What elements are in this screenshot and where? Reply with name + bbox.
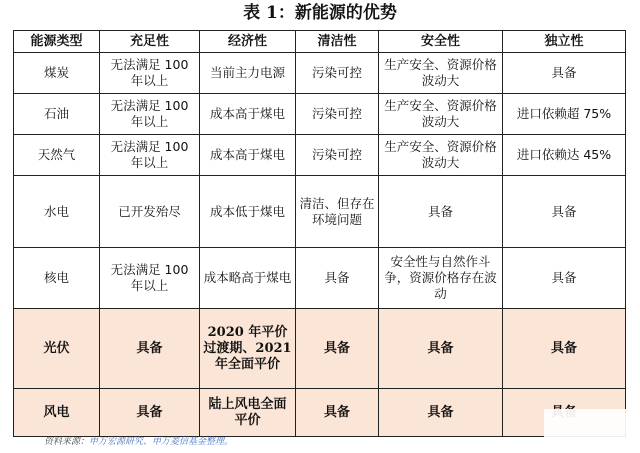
source-orgs: 申万宏源研究、申万菱信基金整理。 <box>89 437 234 447</box>
cell-sufficiency: 具备 <box>100 389 200 437</box>
cell-independence: 具备 <box>503 53 626 94</box>
cell-sufficiency: 无法满足 100 年以上 <box>100 53 200 94</box>
cell-independence: 具备 <box>503 176 626 248</box>
cell-cleanliness: 清洁、但存在环境问题 <box>296 176 379 248</box>
cell-sufficiency: 无法满足 100 年以上 <box>100 94 200 135</box>
cell-safety: 安全性与自然作斗争，资源价格存在波动 <box>379 248 503 309</box>
energy-advantages-table <box>13 30 626 437</box>
cell-economy: 成本高于煤电 <box>200 94 296 135</box>
header-economy: 经济性 <box>200 31 296 53</box>
cell-economy: 陆上风电全面平价 <box>200 389 296 437</box>
cell-cleanliness: 具备 <box>296 309 379 389</box>
cell-economy: 成本略高于煤电 <box>200 248 296 309</box>
cell-safety: 具备 <box>379 176 503 248</box>
cell-type: 石油 <box>14 94 100 135</box>
cell-type: 核电 <box>14 248 100 309</box>
cell-cleanliness: 污染可控 <box>296 94 379 135</box>
cell-economy: 成本低于煤电 <box>200 176 296 248</box>
cell-safety: 生产安全、资源价格波动大 <box>379 135 503 176</box>
cell-safety: 具备 <box>379 309 503 389</box>
watermark-cover <box>544 409 636 445</box>
table-row-highlighted <box>14 389 626 437</box>
cell-type: 煤炭 <box>14 53 100 94</box>
cell-safety: 生产安全、资源价格波动大 <box>379 94 503 135</box>
cell-economy: 2020 年平价过渡期、2021 年全面平价 <box>200 309 296 389</box>
header-energy-type: 能源类型 <box>14 31 100 53</box>
cell-cleanliness: 具备 <box>296 389 379 437</box>
cell-independence: 进口依赖超 75% <box>503 94 626 135</box>
table-title: 表 1：新能源的优势 <box>243 3 397 23</box>
cell-cleanliness: 污染可控 <box>296 53 379 94</box>
cell-type: 光伏 <box>14 309 100 389</box>
cell-sufficiency: 无法满足 100 年以上 <box>100 135 200 176</box>
cell-type: 天然气 <box>14 135 100 176</box>
cell-independence: 具备 <box>503 309 626 389</box>
table-row <box>14 94 626 135</box>
table-row-highlighted <box>14 309 626 389</box>
header-independence: 独立性 <box>503 31 626 53</box>
cell-sufficiency: 已开发殆尽 <box>100 176 200 248</box>
table-row <box>14 53 626 94</box>
table-row <box>14 248 626 309</box>
header-cleanliness: 清洁性 <box>296 31 379 53</box>
header-sufficiency: 充足性 <box>100 31 200 53</box>
source-prefix: 资料来源： <box>44 437 90 447</box>
cell-safety: 具备 <box>379 389 503 437</box>
table-header-row <box>14 31 626 53</box>
table-row <box>14 135 626 176</box>
cell-economy: 成本高于煤电 <box>200 135 296 176</box>
header-safety: 安全性 <box>379 31 503 53</box>
cell-cleanliness: 污染可控 <box>296 135 379 176</box>
cell-independence: 进口依赖达 45% <box>503 135 626 176</box>
cell-cleanliness: 具备 <box>296 248 379 309</box>
cell-type: 风电 <box>14 389 100 437</box>
cell-type: 水电 <box>14 176 100 248</box>
cell-sufficiency: 无法满足 100 年以上 <box>100 248 200 309</box>
cell-independence: 具备 <box>503 248 626 309</box>
table-row <box>14 176 626 248</box>
cell-sufficiency: 具备 <box>100 309 200 389</box>
source-note <box>44 434 233 447</box>
cell-safety: 生产安全、资源价格波动大 <box>379 53 503 94</box>
cell-economy: 当前主力电源 <box>200 53 296 94</box>
